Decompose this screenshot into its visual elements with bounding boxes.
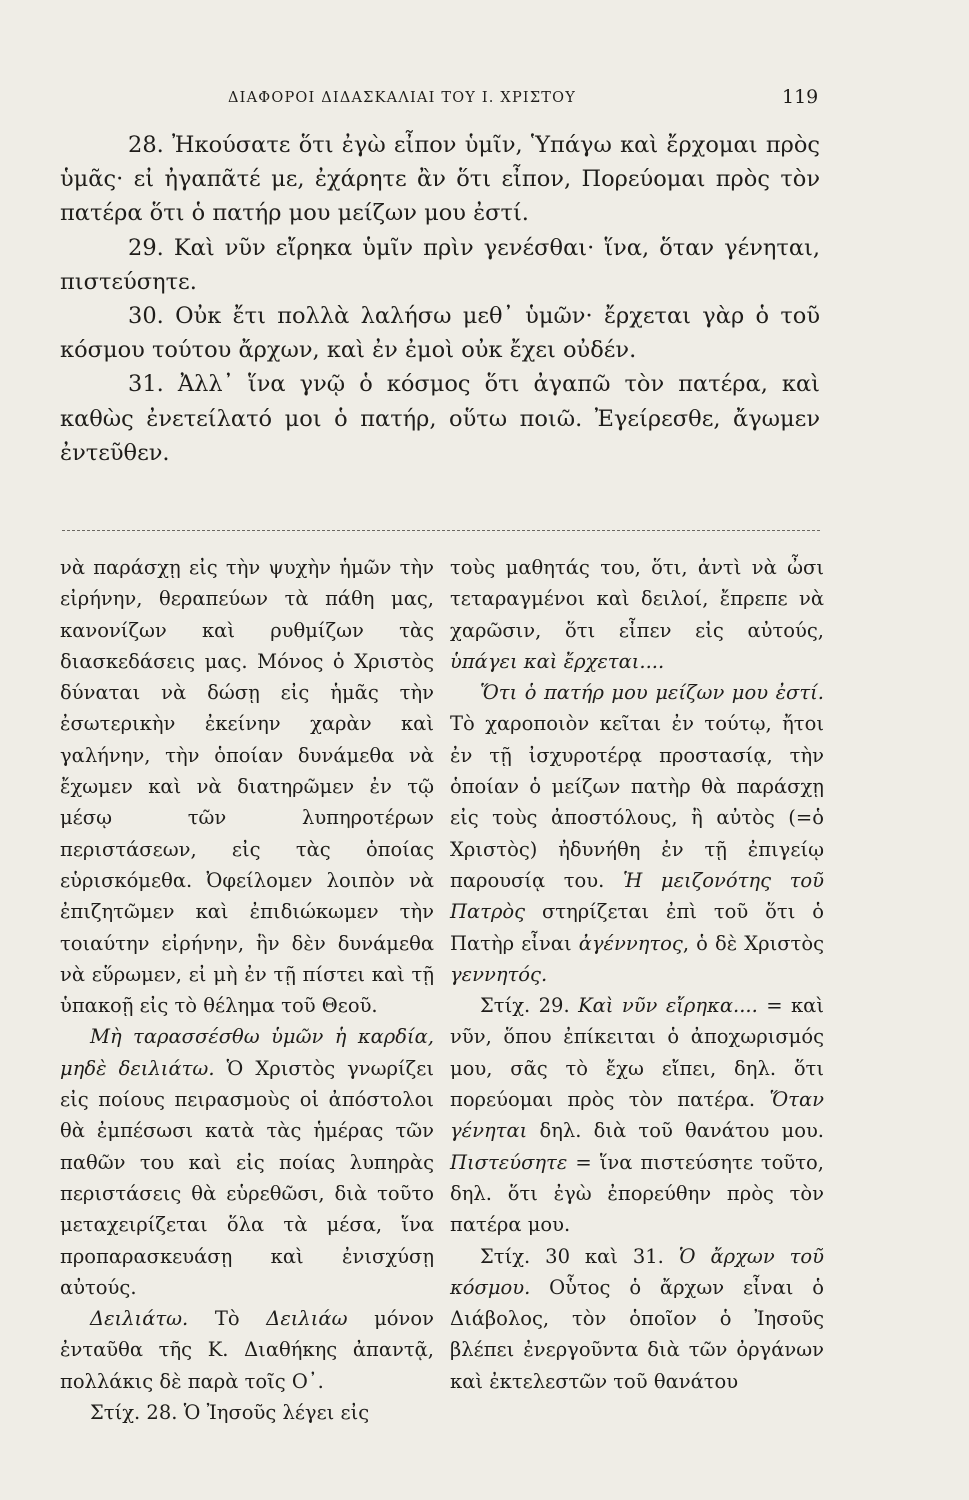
commentary-text: Ὁ Χριστὸς γνωρίζει εἰς ποίους πειρασμοὺς οἱ ἀπόστολοι θὰ ἐμπέσωσι κατὰ τὰς ἡμέρας τῶν παθῶν του καὶ εἰς ποίας λυπηρὰς περιστάσεις θὰ εὑρεθῶσι, διὰ τοῦτο μεταχειρίζεται ὅλα τὰ μέσα, ἵνα προπαρασκευάσῃ καὶ ἐνισχύσῃ αὐτούς. bbox=[60, 1056, 434, 1299]
verse-31: 31. Ἀλλ᾽ ἵνα γνῷ ὁ κόσμος ὅτι ἀγαπῶ τὸν πατέρα, καὶ καθὼς ἐνετείλατό μοι ὁ πατήρ, οὕτω ποιῶ. Ἐγείρεσθε, ἄγωμεν ἐντεῦθεν. bbox=[60, 371, 820, 466]
commentary-paragraph bbox=[60, 1021, 434, 1303]
commentary-paragraph bbox=[450, 677, 824, 990]
commentary-text: = καὶ νῦν, ὅπου ἐπίκειται ὁ ἀποχωρισμός μου, σᾶς τὸ ἔχω εἴπει, δηλ. ὅτι πορεύομαι πρὸς τὸν πατέρα. bbox=[450, 994, 824, 1112]
lemma-italic: Ὅταν γένηται bbox=[450, 1088, 824, 1143]
lemma-italic: ἀγέννητος bbox=[578, 931, 683, 955]
lemma-italic: Ὁ ἄρχων τοῦ κόσμου. bbox=[450, 1244, 825, 1299]
verse-30: 30. Οὐκ ἔτι πολλὰ λαλήσω μεθ᾽ ὑμῶν· ἔρχεται γὰρ ὁ τοῦ κόσμου τούτου ἄρχων, καὶ ἐν ἐμοὶ οὐκ ἔχει οὐδέν. bbox=[60, 303, 820, 364]
running-head-title: ΔΙΑΦΟΡΟΙ ΔΙΔΑΣΚΑΛΙΑΙ ΤΟΥ Ι. ΧΡΙΣΤΟΥ bbox=[228, 90, 577, 106]
commentary-text: δηλ. διὰ τοῦ θανάτου μου. bbox=[527, 1119, 824, 1143]
commentary-text: Στίχ. 28. Ὁ Ἰησοῦς λέγει εἰς bbox=[90, 1401, 370, 1425]
commentary-paragraph bbox=[60, 552, 434, 1021]
lemma-italic: ὑπάγει καὶ ἔρχεται.... bbox=[450, 649, 665, 673]
commentary-text: τοὺς μαθητάς του, ὅτι, ἀντὶ νὰ ὦσι τεταραγμένοι καὶ δειλοί, ἔπρεπε νὰ χαρῶσιν, ὅτι εἶπεν εἰς αὐτούς, bbox=[450, 556, 824, 642]
commentary-text: νὰ παράσχῃ εἰς τὴν ψυχὴν ἡμῶν τὴν εἰρήνην, θεραπεύων τὰ πάθη μας, κανονίζων καὶ ρυθμίζων τὰς διασκεδάσεις μας. Μόνος ὁ Χριστὸς δύναται νὰ δώσῃ εἰς ἡμᾶς τὴν ἐσωτερικὴν ἐκείνην χαρὰν καὶ γαλήνην, τὴν ὁποίαν δυνάμεθα νὰ ἔχωμεν καὶ νὰ διατηρῶμεν ἐν τῷ μέσῳ τῶν λυπηροτέρων περιστάσεων, εἰς τὰς ὁποίας εὑρισκόμεθα. Ὀφείλομεν λοιπὸν νὰ ἐπιζητῶμεν καὶ ἐπιδιώκωμεν τὴν τοιαύτην εἰρήνην, ἣν δὲν δυνάμεθα νὰ εὕρωμεν, εἰ μὴ ἐν τῇ πίστει καὶ τῇ ὑπακοῇ εἰς τὸ θέλημα τοῦ Θεοῦ. bbox=[60, 556, 434, 1018]
lemma-italic: Δειλιάτω. bbox=[90, 1307, 189, 1331]
lemma-italic: γεννητός. bbox=[450, 962, 548, 986]
commentary-paragraph bbox=[450, 552, 824, 677]
scripture-verses bbox=[60, 128, 820, 470]
commentary-text: Στίχ. 29. bbox=[480, 994, 579, 1018]
lemma-italic: Ἡ μειζονότης τοῦ Πατρὸς bbox=[450, 868, 824, 924]
lemma-italic: Δειλιάω bbox=[266, 1307, 348, 1331]
commentary-paragraph bbox=[450, 990, 824, 1240]
commentary-text: , ὁ δὲ Χριστὸς bbox=[682, 931, 824, 955]
commentary-right-column bbox=[450, 552, 824, 1397]
lemma-italic: Ὅτι ὁ πατήρ μου μείζων μου ἐστί. bbox=[480, 681, 824, 705]
commentary-text: Τὸ χαροποιὸν κεῖται ἐν τούτῳ, ἤτοι ἐν τῇ ἰσχυροτέρᾳ προστασίᾳ, τὴν ὁποίαν ὁ μείζων πατὴρ θὰ παράσχῃ εἰς τοὺς ἀποστόλους, ἢ αὐτὸς (=ὁ Χριστὸς) ἠδυνήθη ἐν τῇ ἐπιγείῳ παρουσίᾳ του. bbox=[450, 712, 824, 892]
verse-29: 29. Καὶ νῦν εἴρηκα ὑμῖν πρὶν γενέσθαι· ἵνα, ὅταν γένηται, πιστεύσητε. bbox=[60, 234, 820, 295]
running-head bbox=[0, 80, 969, 120]
commentary-text: μόνον ἐνταῦθα τῆς Κ. Διαθήκης ἀπαντᾷ, πολλάκις δὲ παρὰ τοῖς Ο᾽. bbox=[60, 1307, 434, 1393]
commentary-paragraph bbox=[60, 1303, 434, 1397]
commentary-paragraph bbox=[450, 1241, 824, 1397]
section-divider bbox=[62, 530, 820, 531]
verse-28: 28. Ἠκούσατε ὅτι ἐγὼ εἶπον ὑμῖν, Ὑπάγω καὶ ἔρχομαι πρὸς ὑμᾶς· εἰ ἠγαπᾶτέ με, ἐχάρητε ἂν ὅτι εἶπον, Πορεύομαι πρὸς τὸν πατέρα ὅτι ὁ πατήρ μου μείζων μου ἐστί. bbox=[60, 132, 820, 227]
commentary-text: στηρίζεται ἐπὶ τοῦ ὅτι ὁ Πατὴρ εἶναι bbox=[450, 900, 824, 955]
commentary-text: = ἵνα πιστεύσητε τοῦτο, δηλ. ὅτι ἐγὼ ἐπορεύθην πρὸς τὸν πατέρα μου. bbox=[450, 1150, 824, 1237]
commentary-text: Οὗτος ὁ ἄρχων εἶναι ὁ Διάβολος, τὸν ὁποῖον ὁ Ἰησοῦς βλέπει ἐνεργοῦντα διὰ τῶν ὀργάνων καὶ ἐκτελεστῶν τοῦ θανάτου bbox=[450, 1275, 824, 1393]
lemma-italic: Καὶ νῦν εἴρηκα.... bbox=[578, 994, 758, 1018]
commentary-text: Τὸ bbox=[188, 1307, 267, 1331]
lemma-italic: Πιστεύσητε bbox=[450, 1150, 568, 1174]
page-number: 119 bbox=[782, 86, 819, 108]
commentary-text: Στίχ. 30 καὶ 31. bbox=[480, 1244, 679, 1268]
commentary-paragraph bbox=[60, 1397, 434, 1428]
lemma-italic: Μὴ ταρασσέσθω ὑμῶν ἡ καρδία, μηδὲ δειλιάτω. bbox=[60, 1025, 434, 1080]
commentary-left-column bbox=[60, 552, 434, 1428]
